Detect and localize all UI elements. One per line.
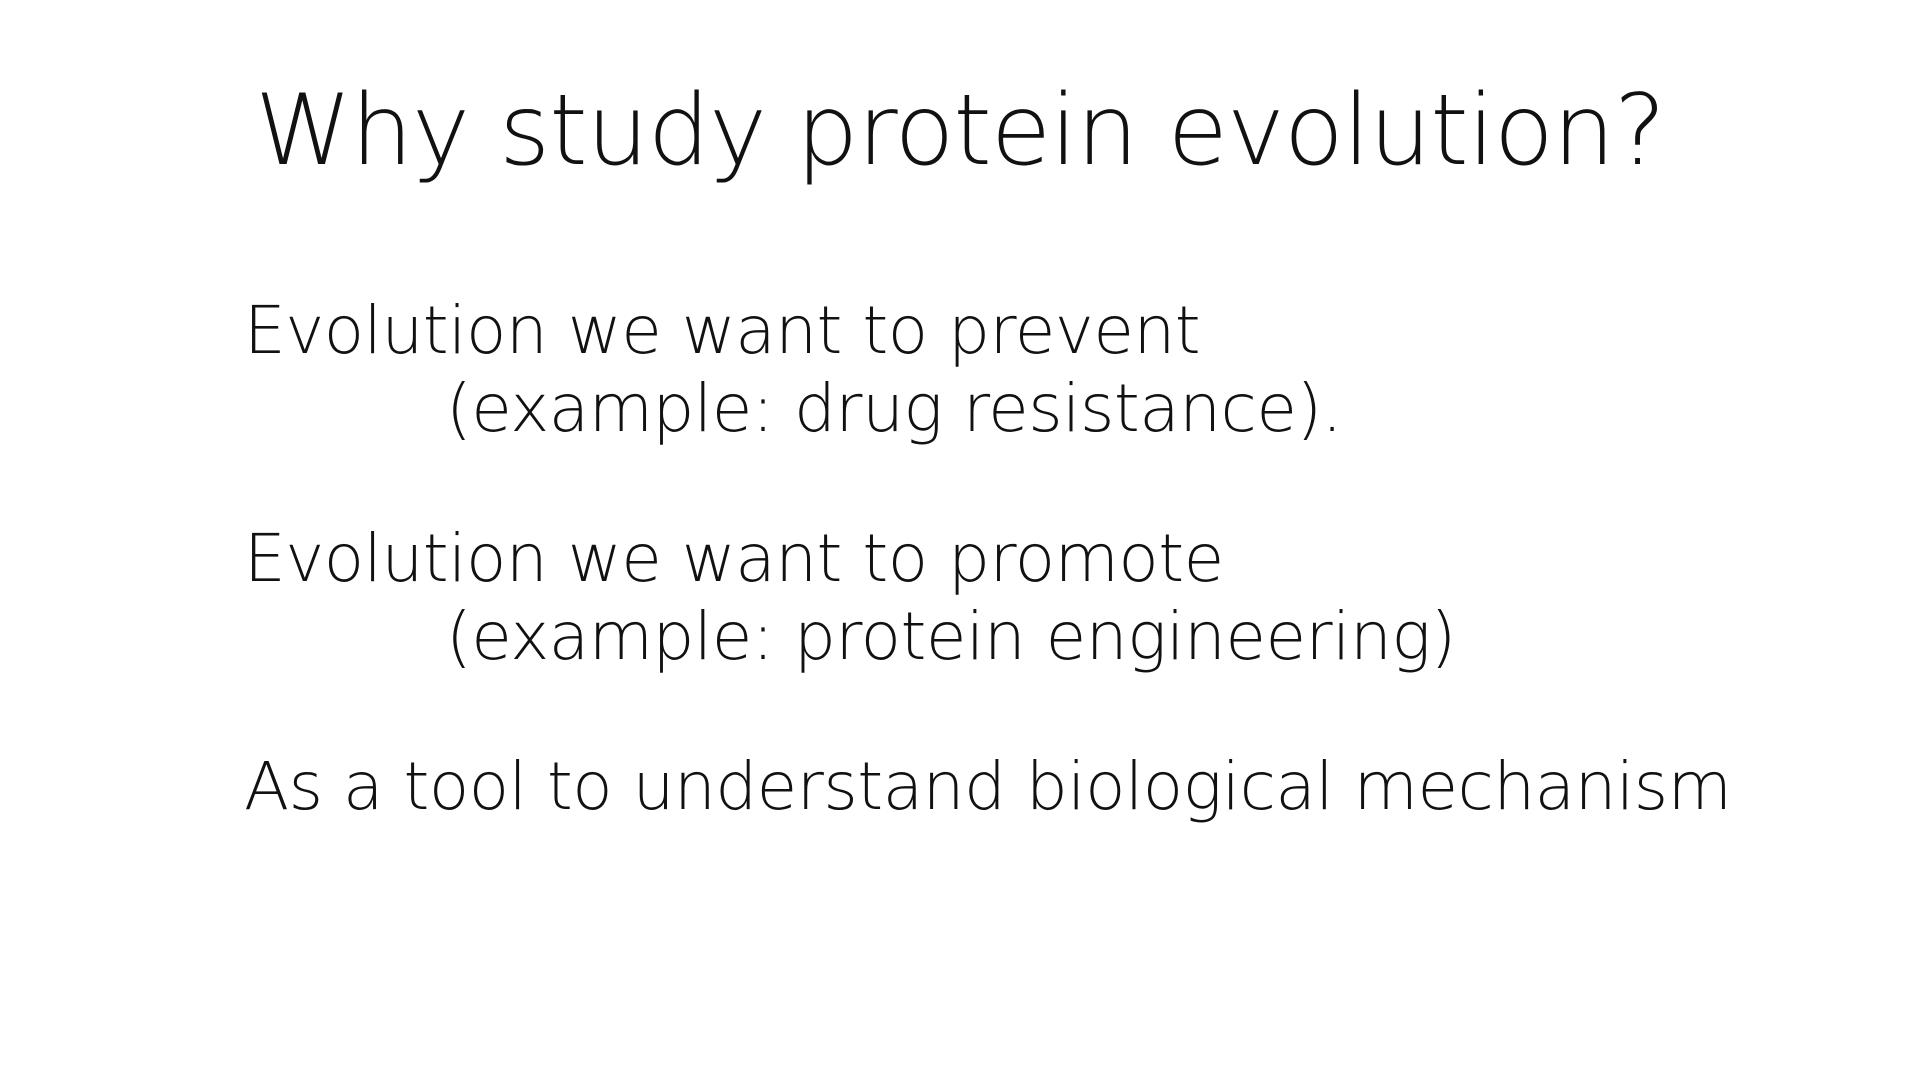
slide-body	[244, 292, 1864, 826]
point-1-heading: Evolution we want to prevent	[244, 292, 1201, 369]
spacer	[244, 448, 1864, 520]
point-2-example: (example: protein engineering)	[446, 598, 1456, 675]
point-3-heading: As a tool to understand biological mechanism	[244, 748, 1732, 825]
point-2-heading: Evolution we want to promote	[244, 520, 1224, 597]
slide-title: Why study protein evolution?	[255, 74, 1665, 188]
point-1-example: (example: drug resistance).	[446, 370, 1343, 447]
spacer	[244, 676, 1864, 748]
